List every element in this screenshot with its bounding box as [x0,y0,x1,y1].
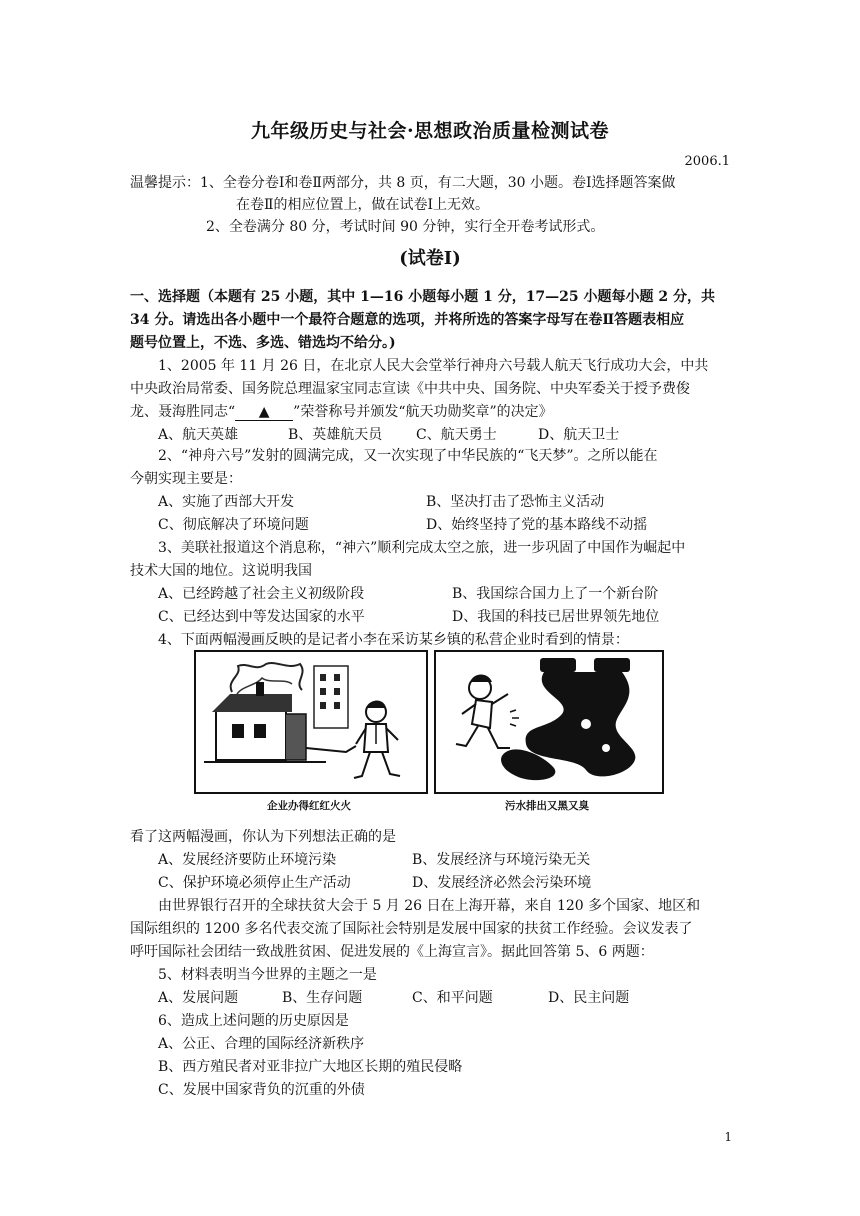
q3-option-d: D、我国的科技已居世界领先地位 [452,609,660,625]
q1-stem-line-3 [130,401,553,423]
notice-line-1: 温馨提示：1、全卷分卷Ⅰ和卷Ⅱ两部分，共 8 页，有二大题，30 小题。卷Ⅰ选择题答案做 [130,175,676,191]
q1-option-b: B、英雄航天员 [288,427,383,443]
q1-stem-post: ”荣誉称号并颁发“航天功勋奖章”的决定》 [293,404,553,420]
q2-stem-line-1: 2、“神舟六号”发射的圆满完成，又一次实现了中华民族的“飞天梦”。之所以能在 [158,448,658,464]
q2-option-b: B、坚决打击了恐怖主义活动 [426,494,605,510]
q1-option-d: D、航天卫士 [538,427,620,443]
q4-option-c: C、保护环境必须停止生产活动 [158,875,351,891]
q1-option-c: C、航天勇士 [416,427,497,443]
q3-stem-line-2: 技术大国的地位。这说明我国 [130,563,312,579]
section-heading-line-2: 34 分。请选出各小题中一个最符合题意的选项，并将所选的答案字母写在卷Ⅱ答题表相应 [130,312,685,328]
page-number: 1 [724,1130,732,1144]
q4-option-d: D、发展经济必然会污染环境 [412,875,592,891]
notice-line-2: 在卷Ⅱ的相应位置上，做在试卷Ⅰ上无效。 [236,197,490,213]
q1-option-a: A、航天英雄 [158,427,239,443]
cartoon-sewage-caption: 污水排出又黑又臭 [505,800,589,812]
q1-stem-pre: 龙、聂海胜同志“ [130,404,236,420]
q2-option-c: C、彻底解决了环境问题 [158,517,309,533]
q6-option-b: B、西方殖民者对亚非拉广大地区长期的殖民侵略 [158,1059,463,1075]
cartoon-factory-caption: 企业办得红红火火 [267,800,351,812]
q3-option-c: C、已经达到中等发达国家的水平 [158,609,365,625]
q5-stem: 5、材料表明当今世界的主题之一是 [158,967,377,983]
q4-stem-line-1: 4、下面两幅漫画反映的是记者小李在采访某乡镇的私营企业时看到的情景： [158,632,629,648]
material-line-3: 呼吁国际社会团结一致战胜贫困、促进发展的《上海宣言》。据此回答第 5、6 两题： [130,944,654,960]
q3-option-b: B、我国综合国力上了一个新台阶 [452,586,659,602]
q2-option-a: A、实施了西部大开发 [158,494,295,510]
q3-option-a: A、已经跨越了社会主义初级阶段 [158,586,365,602]
q1-stem-line-2: 中央政治局常委、国务院总理温家宝同志宣读《中共中央、国务院、中央军委关于授予费俊 [130,381,690,397]
material-line-2: 国际组织的 1200 多名代表交流了国际社会特别是发展中国家的扶贫工作经验。会议发表了 [130,921,693,937]
cartoon-factory-image [194,650,428,794]
q6-option-a: A、公正、合理的国际经济新秩序 [158,1036,365,1052]
page-title: 九年级历史与社会·思想政治质量检测试卷 [250,120,610,142]
exam-date: 2006.1 [684,154,730,169]
q6-stem: 6、造成上述问题的历史原因是 [158,1013,349,1029]
q3-stem-line-1: 3、美联社报道这个消息称，“神六”顺利完成太空之旅，进一步巩固了中国作为崛起中 [158,540,686,556]
q2-option-d: D、始终坚持了党的基本路线不动摇 [426,517,648,533]
q4-option-a: A、发展经济要防止环境污染 [158,852,337,868]
q1-stem-line-1: 1、2005 年 11 月 26 日，在北京人民大会堂举行神舟六号载人航天飞行成功大会，中共 [158,358,709,374]
q4-stem-line-2: 看了这两幅漫画，你认为下列想法正确的是 [130,829,396,845]
q5-option-a: A、发展问题 [158,990,239,1006]
q2-stem-line-2: 今朝实现主要是： [130,471,242,487]
notice-line-3: 2、全卷满分 80 分，考试时间 90 分钟，实行全开卷考试形式。 [206,219,605,235]
section-heading-line-1: 一、选择题（本题有 25 小题，其中 1—16 小题每小题 1 分，17—25 小题每小题 2 分，共 [130,289,716,305]
material-line-1: 由世界银行召开的全球扶贫大会于 5 月 26 日在上海开幕，来自 120 多个国家、地区和 [158,898,701,914]
q5-option-b: B、生存问题 [282,990,363,1006]
section-heading-line-3: 题号位置上，不选、多选、错选均不给分。) [130,335,396,351]
q1-answer-blank: ▲ [235,404,293,421]
q4-option-b: B、发展经济与环境污染无关 [412,852,591,868]
paper-subtitle: (试卷Ⅰ) [399,248,461,269]
q5-option-d: D、民主问题 [548,990,630,1006]
q6-option-c: C、发展中国家背负的沉重的外债 [158,1082,365,1098]
q5-option-c: C、和平问题 [412,990,493,1006]
cartoon-sewage-image [434,650,664,794]
